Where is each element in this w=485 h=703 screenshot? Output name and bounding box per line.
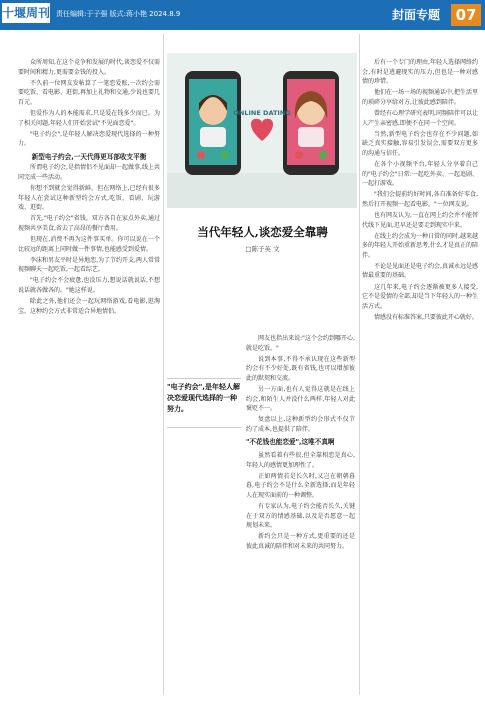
paragraph: 有专家认为,电子约会能否长久,关键在于双方的情感基础,以及是否愿意一起规划未来。 — [246, 503, 355, 530]
paragraph: 说到本事,不得不承认现在这些新型约会有不少好处,既有省钱,也可以增加彼此的默契和交流。 — [246, 355, 355, 382]
paragraph: "电子约会不会疲惫,也没压力,想说话就说话,不想说话就各做各的。"她这样说。 — [18, 277, 160, 295]
left-phone — [185, 71, 241, 175]
left-column — [18, 58, 160, 698]
paragraph: "我们会提前约好时间,各自准备好零食,然后打开视频一起看电影。"一位网友说。 — [362, 191, 478, 208]
pull-quote: "电子约会",是年轻人解决恋爱现代选择的一种努力。 — [167, 378, 241, 428]
newspaper-logo: 十堰周刊 — [2, 3, 50, 23]
paragraph: 后有一个专门的理由,年轻人选择网络约会,有时是逃避现实的压力,但也是一种对感情的珍惜。 — [362, 59, 478, 86]
paragraph: 情感没有标准答案,只要彼此开心就好。 — [374, 313, 478, 321]
paragraph: 也有网友认为,一直在网上约会并不能替代线下见面,迟早还是要走到现实中来。 — [362, 211, 478, 229]
editor-credits: 责任编辑:于子强 版式:蒋小艳 2024.8.9 — [56, 10, 181, 18]
page-number: 07 — [451, 4, 481, 26]
paragraph: 但爱作为人的本能需求,只是爱在钱多少而已。为了相关问题,年轻人们开始尝试"不见面恋爱"。 — [18, 109, 160, 127]
headline-block — [170, 224, 355, 253]
paragraph: 在各个小视频平台,年轻人分享着自己的"电子约会"日常:一起吃外卖、一起追剧、一起打游戏。 — [362, 160, 478, 188]
online-dating-sign: ONLINE DATING — [233, 109, 291, 117]
paragraph: 所谓电子约会,是指情侣不见面却一起做事,线上共同完成一些活动。 — [18, 164, 160, 182]
dating-illustration-svg — [167, 53, 357, 208]
paragraph: 另一方面,也有人觉得这就是在线上约会,和陌生人并没什么两样,年轻人对此褒贬不一。 — [246, 385, 355, 413]
right-phone — [283, 71, 339, 175]
paragraph: 当然,新型电子约会也存在不少问题,如缺乏真实接触,容易引发误会,需要双方更多的沟通与信任。 — [362, 130, 478, 157]
paragraph: 但现在,消费不再为这件事买单。你可以说在一个比较远的距离上同时做一件事情,也能感受到爱情。 — [18, 236, 160, 253]
byline: □陈子英 文 — [245, 245, 280, 253]
subheading: 新型电子约会,一天代得更耳部收支平衡 — [31, 152, 147, 161]
headline: 当代年轻人,谈恋爱全靠聘 — [197, 225, 328, 239]
paragraph: 虽然看着有些很,但全靠相恋是真心,年轻人的感情更加理性了。 — [246, 452, 355, 469]
subheading: "不花钱也能恋爱",这唯不真啊 — [246, 438, 335, 447]
paragraph: 除此之外,他们还会一起玩网络游戏,看电影,逛淘宝。这种约会方式非常适合异地情侣。 — [18, 298, 160, 315]
paragraph: 不论是见面还是电子约会,真诚永远是感情最重要的基础。 — [362, 262, 478, 280]
column-separator — [359, 34, 360, 695]
paragraph: 众所周知,在这个竞争和发展的时代,谈恋爱不仅需要时间和精力,更需要金钱的投入。 — [18, 59, 160, 76]
paragraph: 复盘以上,这种新型约会形式不仅节约了成本,也提供了陪伴。 — [246, 416, 355, 433]
paragraph: 李沫和男友平时是异地恋,为了节约开支,两人常常视频聊天一起吃饭,一起看综艺。 — [18, 256, 160, 274]
paragraph: 这几年来,电子约会逐渐被更多人接受,它不是爱情的全部,却是当下年轻人的一种生活方式。 — [362, 283, 478, 310]
header-bar — [0, 0, 485, 30]
paragraph: 你想不到就会觉得新鲜。但在网络上,已经有很多年轻人在尝试这种新型约会方式,吃饭、看剧、玩游戏、逛街。 — [18, 185, 160, 212]
section-title: 封面专题 — [392, 8, 441, 22]
paragraph: 网友也指出来说:"这个会约到哪开心,就是吃饭。" — [246, 335, 355, 352]
paragraph: 不久前一位网友发帖算了一笔恋爱账,一次约会需要吃饭、看电影、逛街,再加上礼物和交通,少说也要几百元。 — [18, 79, 160, 106]
paragraph: 他们在一场一场的视频通话中,把生活里的琐碎分享给对方,让彼此感到陪伴。 — [362, 89, 478, 106]
paragraph: 新约会只是一种方式,更重要的还是彼此真诚的陪伴和对未来的共同努力。 — [246, 533, 355, 550]
column-separator — [163, 34, 164, 695]
middle-column — [246, 334, 355, 694]
right-column — [362, 58, 478, 698]
paragraph: "电子约会",是年轻人解决恋爱现代选择的一种努力。 — [18, 130, 160, 148]
paragraph: 在线上约会成为一种日常的同时,越来越多的年轻人开始重新思考,什么才是真正的陪伴。 — [362, 232, 478, 259]
paragraph: 正如两情若是长久时,又岂在朝朝暮暮,电子约会不是什么全新选择,而是年轻人在现实面前的一种调整。 — [246, 472, 355, 499]
paragraph: 曾经有心理学研究表明,同频陪伴可以让人产生亲密感,即便不在同一个空间。 — [362, 109, 478, 127]
online-dating-illustration — [167, 53, 357, 208]
paragraph: 首先,"电子约会"省钱。双方各自在家点外卖,通过视频共享美食,省去了高昂的餐厅费用。 — [18, 215, 160, 232]
